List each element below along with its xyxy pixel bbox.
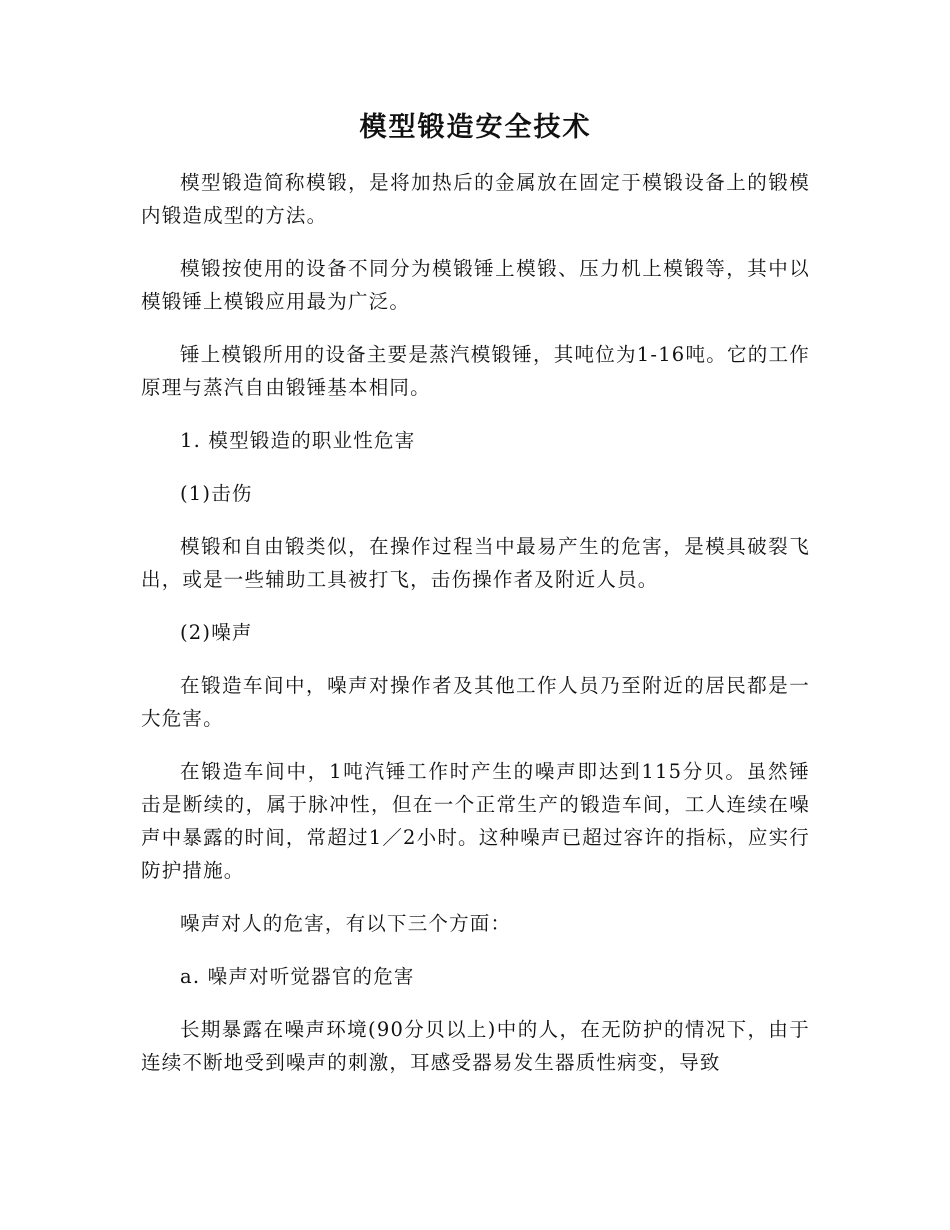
paragraph-noise-effects-intro: 噪声对人的危害，有以下三个方面： xyxy=(180,912,512,935)
subsection-heading-noise: (2)噪声 xyxy=(180,621,253,644)
item-heading-hearing: a. 噪声对听觉器官的危害 xyxy=(180,965,415,988)
document-title: 模型锻造安全技术 xyxy=(359,112,592,143)
paragraph-noise-level: 在锻造车间中，1吨汽锤工作时产生的噪声即达到115分贝。虽然锤击是断续的，属于脉冲性，但在一个正常生产的锻造车间，工人连续在噪声中暴露的时间，常超过1／2小时。这种噪声已超过容许的指标，应实行防护措施。 xyxy=(141,760,810,882)
subsection-heading-impact: (1)击伤 xyxy=(180,482,253,505)
paragraph-hearing: 长期暴露在噪声环境(90分贝以上)中的人，在无防护的情况下，由于连续不断地受到噪声的刺激，耳感受器易发生器质性病变，导致 xyxy=(141,1018,810,1074)
paragraph-intro: 模型锻造简称模锻，是将加热后的金属放在固定于模锻设备上的锻模内锻造成型的方法。 xyxy=(141,171,810,227)
section-heading-hazards: 1. 模型锻造的职业性危害 xyxy=(180,429,416,452)
paragraph-equipment: 锤上模锻所用的设备主要是蒸汽模锻锤，其吨位为1-16吨。它的工作原理与蒸汽自由锻锤基本相同。 xyxy=(141,343,810,399)
paragraph-noise-general: 在锻造车间中，噪声对操作者及其他工作人员乃至附近的居民都是一大危害。 xyxy=(141,674,810,730)
paragraph-classification: 模锻按使用的设备不同分为模锻锤上模锻、压力机上模锻等，其中以模锻锤上模锻应用最为广泛。 xyxy=(141,257,810,313)
paragraph-impact: 模锻和自由锻类似，在操作过程当中最易产生的危害，是模具破裂飞出，或是一些辅助工具被打飞，击伤操作者及附近人员。 xyxy=(141,535,810,591)
